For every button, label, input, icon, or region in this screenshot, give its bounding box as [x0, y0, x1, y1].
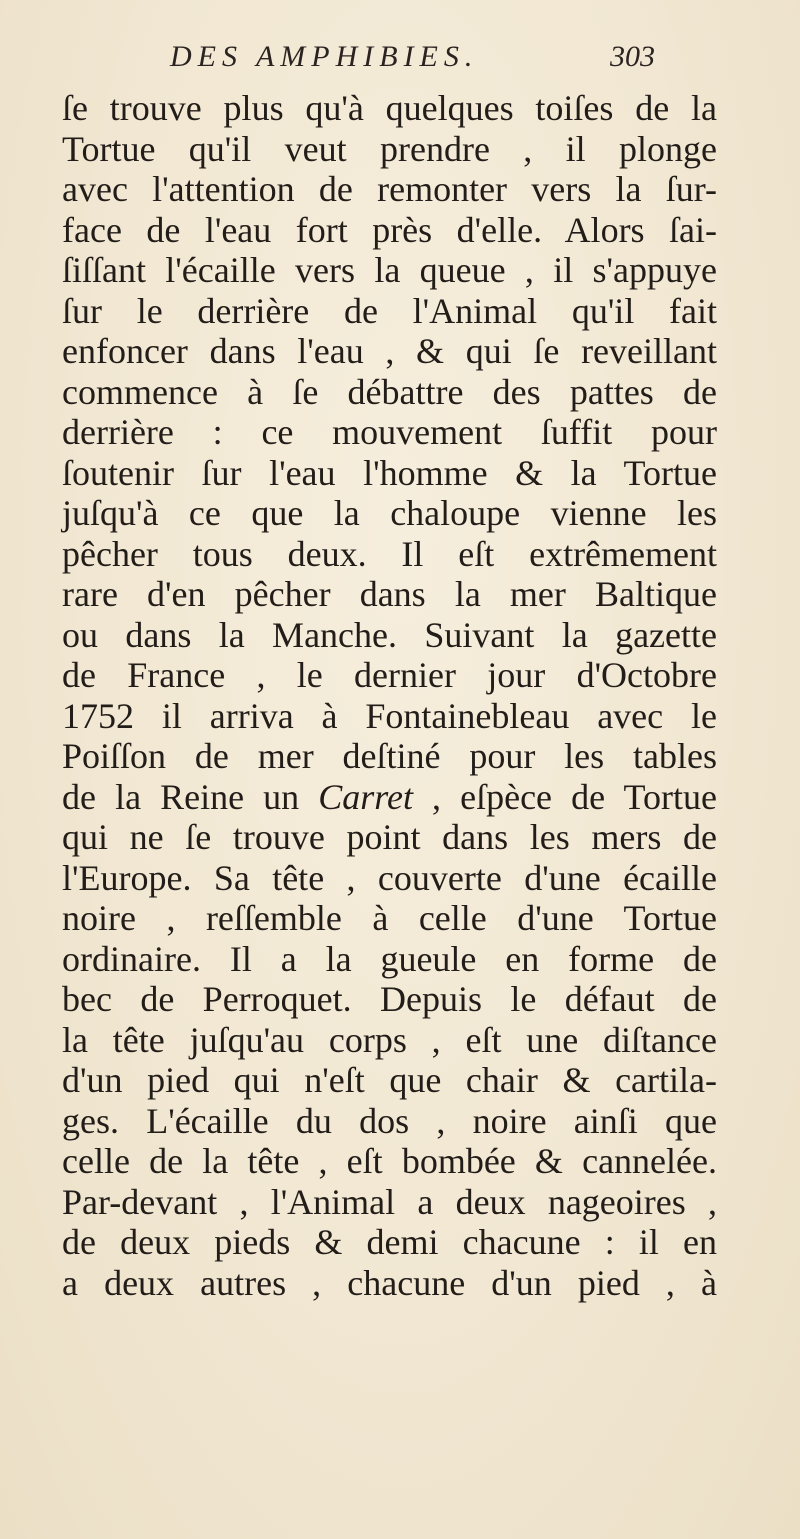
text-line-21: noire , reſſemble à celle d'une Tortue [62, 898, 717, 938]
text-line-2: Tortue qu'il veut prendre , il plonge [62, 128, 717, 169]
text-line-15: de France , le dernier jour d'Octobre [62, 655, 717, 695]
text-line-18-before: de la Reine un [62, 776, 319, 817]
text-line-16: 1752 il arriva à Fontainebleau avec le [62, 695, 717, 736]
running-head [170, 40, 730, 90]
text-line-10: ſoutenir ſur l'eau l'homme & la Tortue [62, 452, 717, 493]
italic-term: Carret [318, 776, 413, 817]
text-line-13: rare d'en pêcher dans la mer Baltique [62, 574, 717, 614]
text-line-26: ges. L'écaille du dos , noire ainſi que [62, 1100, 717, 1141]
text-line-3: avec l'attention de remonter vers la ſur- [62, 169, 717, 209]
page-number: 303 [610, 40, 655, 73]
text-line-1: ſe trouve plus qu'à quelques toiſes de la [62, 88, 717, 128]
text-line-22: ordinaire. Il a la gueule en forme de [62, 938, 717, 979]
text-line-27: celle de la tête , eſt bombée & cannelée. [62, 1141, 717, 1181]
text-line-19: qui ne ſe trouve point dans les mers de [62, 817, 717, 857]
text-line-30: a deux autres , chacune d'un pied , à [62, 1262, 717, 1303]
text-line-6: ſur le derrière de l'Animal qu'il fait [62, 290, 717, 331]
running-head-title: DES AMPHIBIES. [170, 40, 479, 73]
text-line-14: ou dans la Manche. Suivant la gazette [62, 614, 717, 655]
text-line-9: derrière : ce mouvement ſuffit pour [62, 412, 717, 452]
text-line-18-after: , eſpèce de Tortue [412, 776, 717, 817]
text-line-24: la tête juſqu'au corps , eſt une diſtance [62, 1019, 717, 1060]
text-line-23: bec de Perroquet. Depuis le défaut de [62, 979, 717, 1019]
text-line-12: pêcher tous deux. Il eſt extrêmement [62, 533, 717, 574]
text-line-4: face de l'eau fort près d'elle. Alors ſai- [62, 209, 717, 250]
text-line-17: Poiſſon de mer deſtiné pour les tables [62, 736, 717, 776]
text-line-25: d'un pied qui n'eſt que chair & cartila- [62, 1060, 717, 1100]
text-line-8: commence à ſe débattre des pattes de [62, 371, 717, 412]
text-line-18 [62, 777, 717, 818]
text-line-5: ſiſſant l'écaille vers la queue , il s'appuye [62, 250, 717, 290]
text-line-28: Par-devant , l'Animal a deux nageoires , [62, 1181, 717, 1222]
text-line-20: l'Europe. Sa tête , couverte d'une écaille [62, 857, 717, 898]
text-line-11: juſqu'à ce que la chaloupe vienne les [62, 493, 717, 533]
text-line-7: enfoncer dans l'eau , & qui ſe reveillant [62, 331, 717, 371]
text-line-29: de deux pieds & demi chacune : il en [62, 1222, 717, 1262]
body-text [62, 88, 717, 1303]
